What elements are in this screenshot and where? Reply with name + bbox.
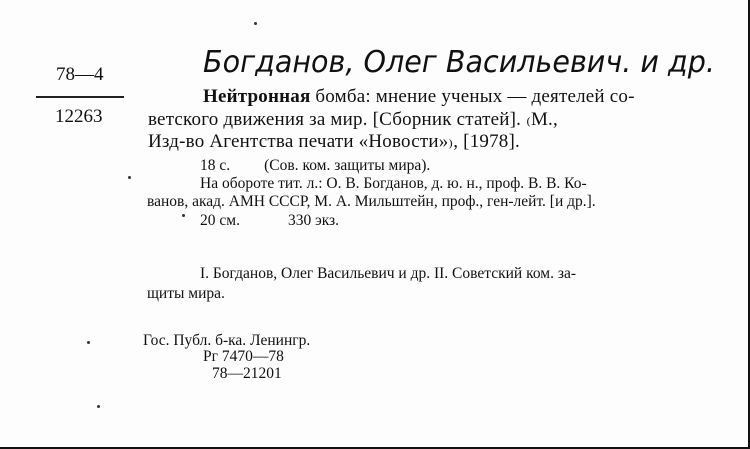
handwritten-author [203,38,723,86]
note-line-1: На обороте тит. л.: О. В. Богданов, д. ю. н., проф. В. В. Ко- [200,175,587,192]
copies-text: 330 экз. [287,212,340,229]
library-line-3: 78—21201 [212,365,282,382]
series-text: (Сов. ком. защиты мира). [264,157,431,174]
tracing-line-2: щиты мира. [147,285,225,302]
collation-line [200,157,430,175]
pages-text: 18 с. [200,157,231,174]
main-title-line-1 [203,86,635,108]
main-title-line-3: Изд-во Агентства печати «Новости»₎, [1978]. [148,131,520,152]
speck-mark [182,214,185,217]
library-line-2: Рг 7470—78 [203,348,284,365]
size-text: 20 см. [200,212,240,229]
main-title-keyword: Нейтронная [203,86,311,107]
speck-mark [97,405,100,408]
size-line [200,212,339,230]
main-title-line-2: ветского движения за мир. [Сборник статей]. ₍М., [148,109,558,130]
handwritten-author-text: Богданов, Олег Васильевич. и др. [203,45,715,80]
class-number-divider [36,96,124,98]
note-line-2: ванов, акад. АМН СССР, М. А. Мильштейн, проф., ген-лейт. [и др.]. [147,193,596,210]
class-number-bottom: 12263 [55,106,103,127]
speck-mark [87,341,90,344]
class-number-top: 78—4 [56,64,104,85]
tracing-line-1: I. Богданов, Олег Васильевич и др. II. Советский ком. за- [200,265,577,282]
library-line-1: Гос. Публ. б-ка. Ленингр. [143,332,311,349]
speck-mark [128,176,131,179]
main-title-rest: бомба: мнение ученых — деятелей со- [310,86,635,107]
speck-mark [254,22,257,25]
